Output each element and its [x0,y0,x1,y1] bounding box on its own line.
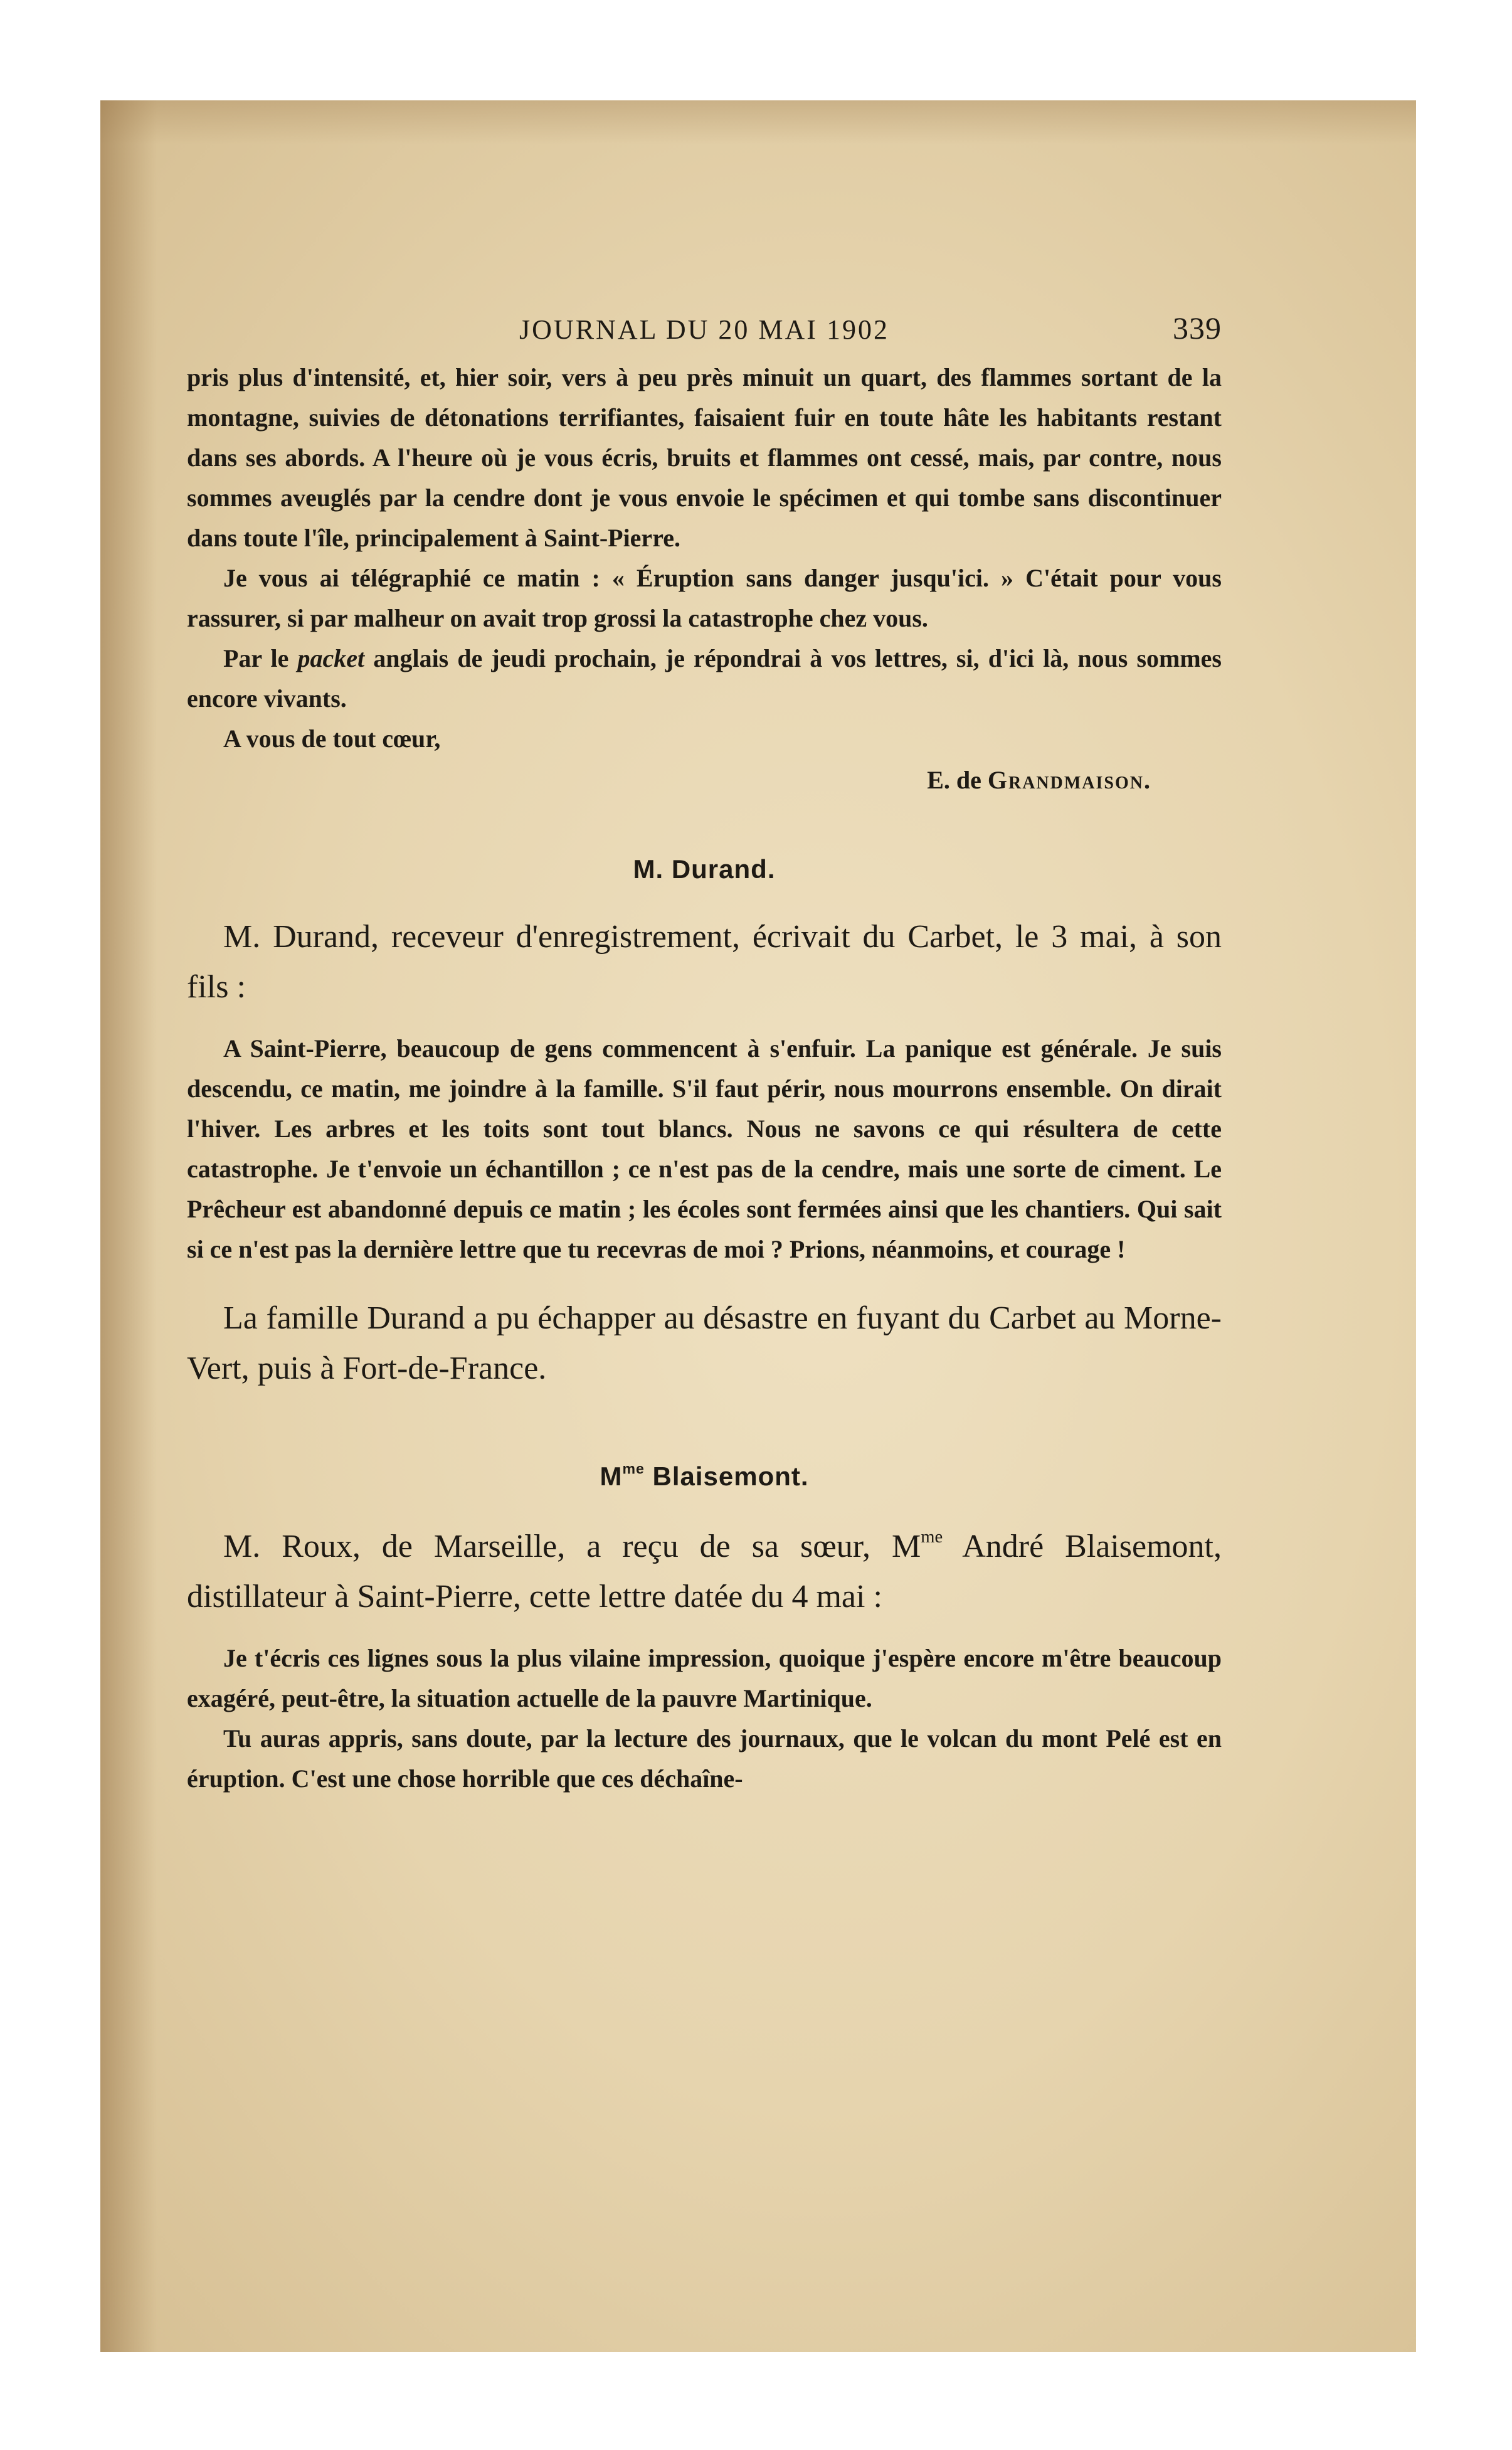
section-outcome: La famille Durand a pu échapper au désastre en fuyant du Carbet au Morne-Vert, puis à Fort-de-France. [187,1300,1222,1386]
heading-name: Blaisemont. [644,1461,809,1491]
text-run: M. Roux, de Marseille, a reçu de sa sœur, M [223,1529,921,1564]
page-content [187,310,1222,1799]
letter-paragraph: pris plus d'intensité, et, hier soir, vers à peu près minuit un quart, des flammes sortant de la montagne, suivies de détonations terrifiantes, faisaient fuir en toute hâte les habitants restant dans ses abords. A l'heure où je vous écris, bruits et flammes ont cessé, mais, par contre, nous sommes aveuglés par la cendre dont je vous envoie le spécimen et qui tombe sans discontinuer dans toute l'île, principalement à Saint-Pierre. [187,363,1222,552]
signature-name: Grandmaison. [987,766,1151,794]
running-head [187,310,1222,358]
scanned-page [100,100,1416,2352]
heading-superscript: me [622,1460,645,1477]
running-title: JOURNAL DU 20 MAI 1902 [519,314,889,345]
section-heading-durand: M. Durand. [633,854,776,884]
quoted-letter: A Saint-Pierre, beaucoup de gens commencent à s'enfuir. La panique est générale. Je suis descendu, ce matin, me joindre à la famille. S'il faut périr, nous mourrons ensemble. On dirait l'hiver. Les arbres et les toits sont tout blancs. Nous ne savons ce qui résultera de cette catastrophe. Je t'envoie un échantillon ; ce n'est pas de la cendre, mais une sorte de ciment. Le Prêcheur est abandonné depuis ce matin ; les écoles sont fermées ainsi que les chantiers. Qui sait si ce n'est pas la dernière lettre que tu recevras de moi ? Prions, néanmoins, et courage ! [187,1034,1222,1263]
letter-paragraph: Je vous ai télégraphié ce matin : « Éruption sans danger jusqu'ici. » C'était pour vous rassurer, si par malheur on avait trop grossi la catastrophe chez vous. [187,564,1222,632]
quoted-letter: Je t'écris ces lignes sous la plus vilaine impression, quoique j'espère encore m'être beaucoup exagéré, peut-être, la situation actuelle de la pauvre Martinique. [187,1644,1222,1712]
letter-signature [187,760,1222,800]
title-superscript: me [921,1527,943,1547]
section-intro: M. Durand, receveur d'enregistrement, écrivait du Carbet, le 3 mai, à son fils : [187,919,1222,1005]
page-number: 339 [1173,310,1222,346]
heading-prefix: M [600,1461,623,1491]
letter-paragraph [187,639,1222,719]
text-run: anglais de jeudi prochain, je répondrai à vos lettres, si, d'ici là, nous sommes encore vivants. [187,644,1222,713]
section-heading-blaisemont [187,1461,1222,1492]
section-intro [187,1522,1222,1622]
italic-word: packet [297,644,365,672]
signature-prefix: E. de [927,766,988,794]
text-run: Par le [223,644,298,672]
quoted-letter: Tu auras appris, sans doute, par la lecture des journaux, que le volcan du mont Pelé est en éruption. C'est une chose horrible que ces déchaîne- [187,1724,1222,1793]
letter-closing: A vous de tout cœur, [223,724,441,753]
text-run: André Blaisemont, distillateur à Saint-Pierre, cette lettre datée du 4 mai : [187,1529,1222,1615]
